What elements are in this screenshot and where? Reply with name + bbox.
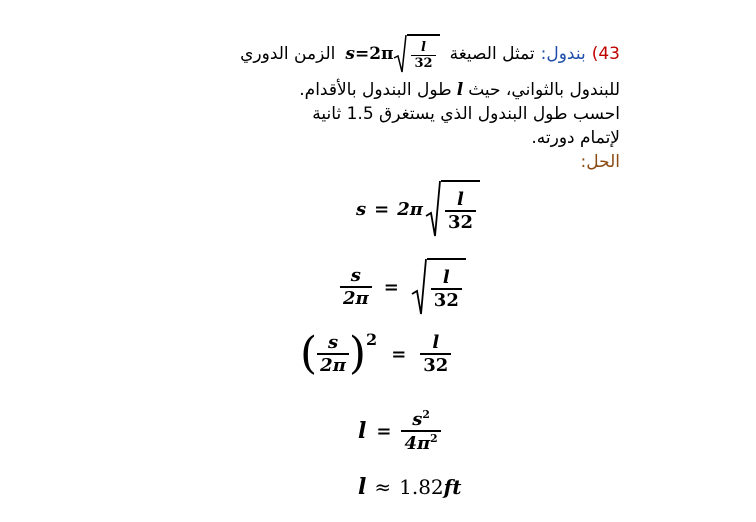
period-formula (345, 34, 439, 74)
equation-2 (340, 258, 466, 316)
formula-32: 32 (411, 55, 435, 71)
eq3-exponent: 2 (366, 330, 378, 349)
eq2-rden: 32 (431, 288, 462, 311)
eq5-approx: ≈ (374, 475, 392, 499)
eq4-den-exp: 2 (430, 432, 438, 445)
eq2-equals: = (383, 276, 399, 298)
problem-line-3: احسب طول البندول الذي يستغرق 1.5 ثانية (312, 104, 620, 124)
eq3-rden: 32 (420, 353, 451, 376)
eq1-sqrt (425, 180, 480, 238)
solution-label: الحل: (580, 152, 620, 172)
formula-eq-2pi: =2π (354, 44, 394, 64)
eq3-equals: = (391, 343, 407, 365)
eq5-lhs: l (358, 474, 367, 500)
problem-number: 43) (591, 44, 620, 64)
eq2-num: s (350, 265, 361, 286)
problem-line-2-l: l (456, 80, 464, 100)
eq4-lhs: l (358, 418, 367, 444)
problem-line-4: لإتمام دورته. (531, 128, 620, 148)
problem-text-b: الزمن الدوري (240, 44, 336, 64)
eq5-value: 1.82 (399, 475, 444, 499)
eq4-equals: = (376, 420, 392, 442)
problem-line-1 (240, 34, 620, 74)
eq2-sqrt (411, 258, 466, 316)
problem-line-2a: للبندول بالثواني، حيث (468, 80, 620, 100)
problem-line-2b: طول البندول بالأقدام. (299, 80, 452, 100)
eq1-coef: 2π (397, 198, 423, 220)
eq1-den: 32 (445, 210, 476, 233)
radical-sign-icon (425, 180, 441, 238)
problem-line-2 (299, 80, 620, 100)
eq3-den: 2π (317, 353, 349, 376)
eq2-rnum: l (442, 266, 450, 288)
eq4-num: s (412, 409, 423, 430)
formula-sqrt (393, 34, 439, 74)
equation-5 (358, 474, 462, 500)
eq4-num-exp: 2 (422, 408, 430, 421)
eq3-right-paren: ) (348, 328, 367, 379)
equation-4 (358, 408, 441, 454)
eq2-den: 2π (340, 286, 372, 309)
problem-topic: بندول: (540, 44, 586, 64)
eq1-equals: = (374, 198, 390, 220)
eq1-num: l (457, 188, 464, 210)
formula-l: l (421, 40, 426, 55)
formula-s: s (345, 44, 355, 64)
equation-1 (356, 180, 480, 238)
eq1-lhs: s (356, 198, 367, 220)
problem-text-a: تمثل الصيغة (449, 44, 535, 64)
eq3-rnum: l (432, 332, 440, 353)
eq4-den: 4π (404, 433, 431, 454)
eq3-left-paren: ( (300, 328, 318, 379)
eq5-unit: ft (443, 475, 462, 499)
eq3-num: s (327, 332, 339, 353)
radical-sign-icon (393, 34, 407, 74)
radical-sign-icon (411, 258, 427, 316)
equation-3 (300, 328, 451, 379)
